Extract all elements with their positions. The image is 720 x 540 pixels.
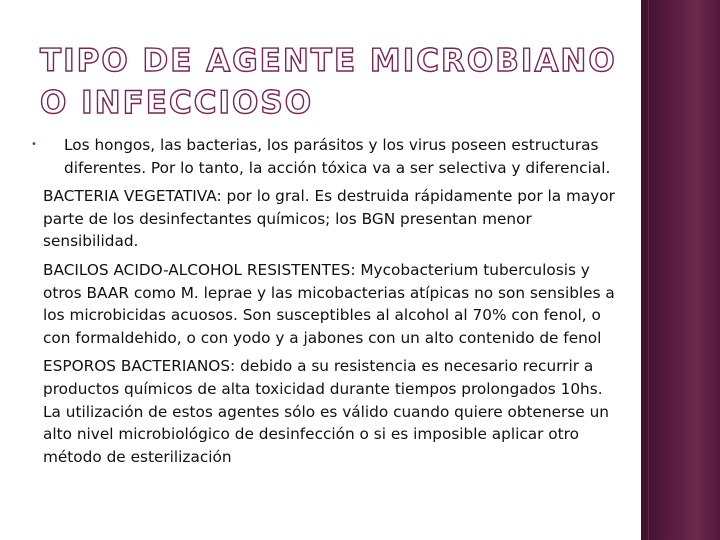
- bullet-text: Los hongos, las bacterias, los parásitos y los virus poseen estructuras diferentes. Por lo tanto, la acción tóxica va a ser selectiva y diferencial.: [64, 136, 611, 177]
- bullet-icon: •: [31, 139, 37, 150]
- decorative-divider: [648, 0, 649, 540]
- slide-title: TIPO DE AGENTE MICROBIANO O INFECCIOSO: [40, 43, 617, 121]
- paragraph-esporos-bacterianos: ESPOROS BACTERIANOS: debido a su resistencia es necesario recurrir a productos químicos de alta toxicidad durante tiempos prolongados 10hs. La utilización de estos agentes sólo es válido cuando quiere obtenerse un alto nivel microbiológico de desinfección o si es imposible aplicar otro método de esterilización: [43, 357, 609, 466]
- decorative-side-panel: [641, 0, 720, 540]
- slide-body: [31, 134, 623, 474]
- bullet-item: [31, 134, 623, 179]
- paragraph-bacilos-acido-alcohol: BACILOS ACIDO-ALCOHOL RESISTENTES: Mycobacterium tuberculosis y otros BAAR como M. leprae y las micobacterias atípicas no son sensibles a los microbicidas acuosos. Son susceptibles al alcohol al 70% con fenol, o con formaldehido, o con yodo y a jabones con un alto contenido de fenol: [43, 260, 615, 347]
- paragraph-bacteria-vegetativa: BACTERIA VEGETATIVA: por lo gral. Es destruida rápidamente por la mayor parte de los desinfectantes químicos; los BGN presentan menor sensibilidad.: [43, 187, 615, 251]
